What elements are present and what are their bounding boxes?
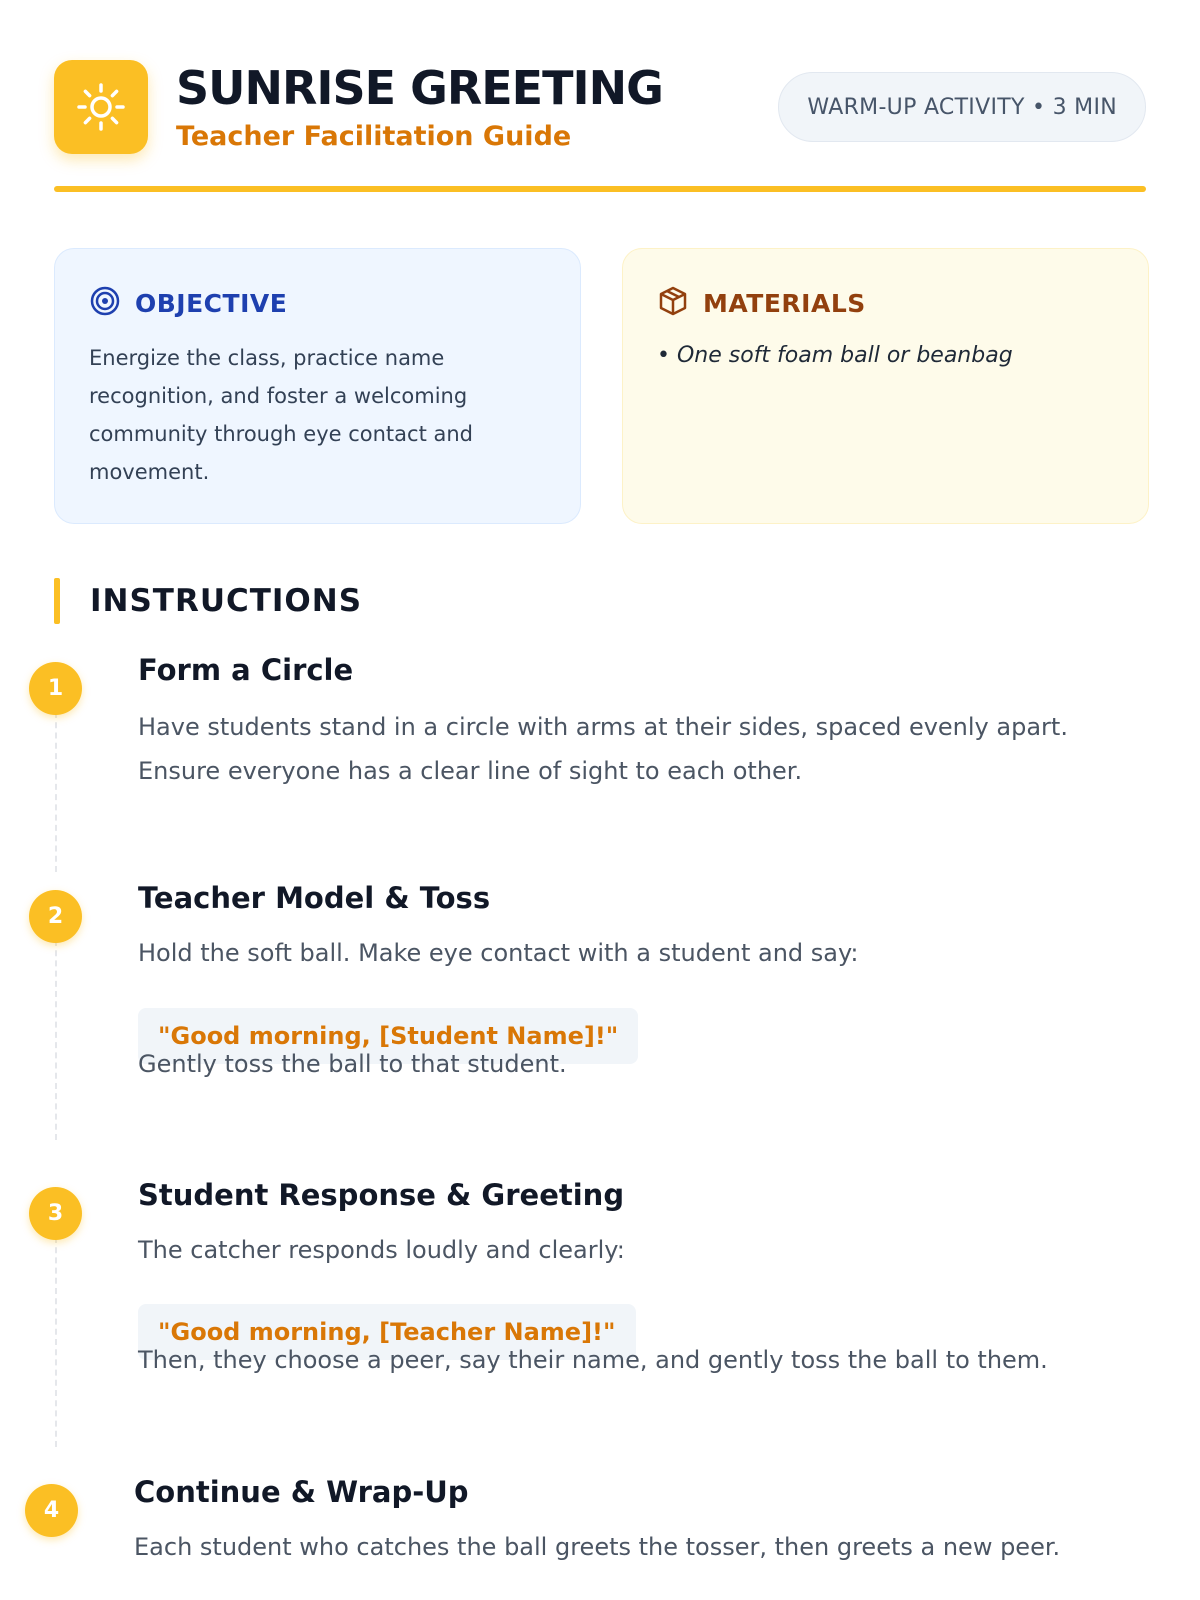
objective-text: Energize the class, practice name recognition, and foster a welcoming community through eye contact and movement. <box>89 346 473 484</box>
step-number-badge: 4 <box>25 1484 78 1537</box>
activity-badge: WARM-UP ACTIVITY • 3 MIN <box>778 72 1146 142</box>
sun-icon <box>54 60 148 154</box>
objective-card <box>54 248 581 524</box>
step-title: Continue & Wrap-Up <box>134 1475 469 1509</box>
greeting-quote: "Good morning, [Student Name]!" <box>138 1008 638 1064</box>
step-title: Form a Circle <box>138 653 354 687</box>
instructions-section-header <box>54 578 362 624</box>
section-accent-bar <box>54 578 60 624</box>
step-text: Have students stand in a circle with arms at their sides, spaced evenly apart. Ensure everyone has a clear line of sight to each other. <box>138 713 1068 785</box>
instructions-heading: INSTRUCTIONS <box>90 583 363 619</box>
materials-heading: MATERIALS <box>703 288 866 318</box>
step-followup-text: Gently toss the ball to that student. <box>138 1050 567 1078</box>
greeting-quote: "Good morning, [Teacher Name]!" <box>138 1304 636 1360</box>
timeline-connector <box>55 712 57 872</box>
materials-card <box>622 248 1149 524</box>
objective-heading: OBJECTIVE <box>135 288 288 318</box>
step-text: Hold the soft ball. Make eye contact with a student and say: <box>138 939 859 967</box>
header-divider <box>54 186 1146 192</box>
step-title: Student Response & Greeting <box>138 1178 625 1212</box>
page-header <box>54 60 1146 194</box>
timeline-connector <box>55 1237 57 1447</box>
step-number-badge: 3 <box>29 1187 82 1240</box>
step-followup-text: Then, they choose a peer, say their name, and gently toss the ball to them. <box>138 1346 1048 1374</box>
box-icon <box>657 285 689 321</box>
step-number-badge: 2 <box>29 890 82 943</box>
step-title: Teacher Model & Toss <box>138 881 491 915</box>
page-subtitle: Teacher Facilitation Guide <box>176 121 572 152</box>
step-text: The catcher responds loudly and clearly: <box>138 1236 625 1264</box>
step-text: Each student who catches the ball greets the tosser, then greets a new peer. <box>134 1533 1061 1561</box>
page-title: SUNRISE GREETING <box>176 61 663 115</box>
step-number-badge: 1 <box>29 662 82 715</box>
materials-item: • One soft foam ball or beanbag <box>657 343 1013 368</box>
target-icon <box>89 285 121 321</box>
timeline-connector <box>55 940 57 1140</box>
